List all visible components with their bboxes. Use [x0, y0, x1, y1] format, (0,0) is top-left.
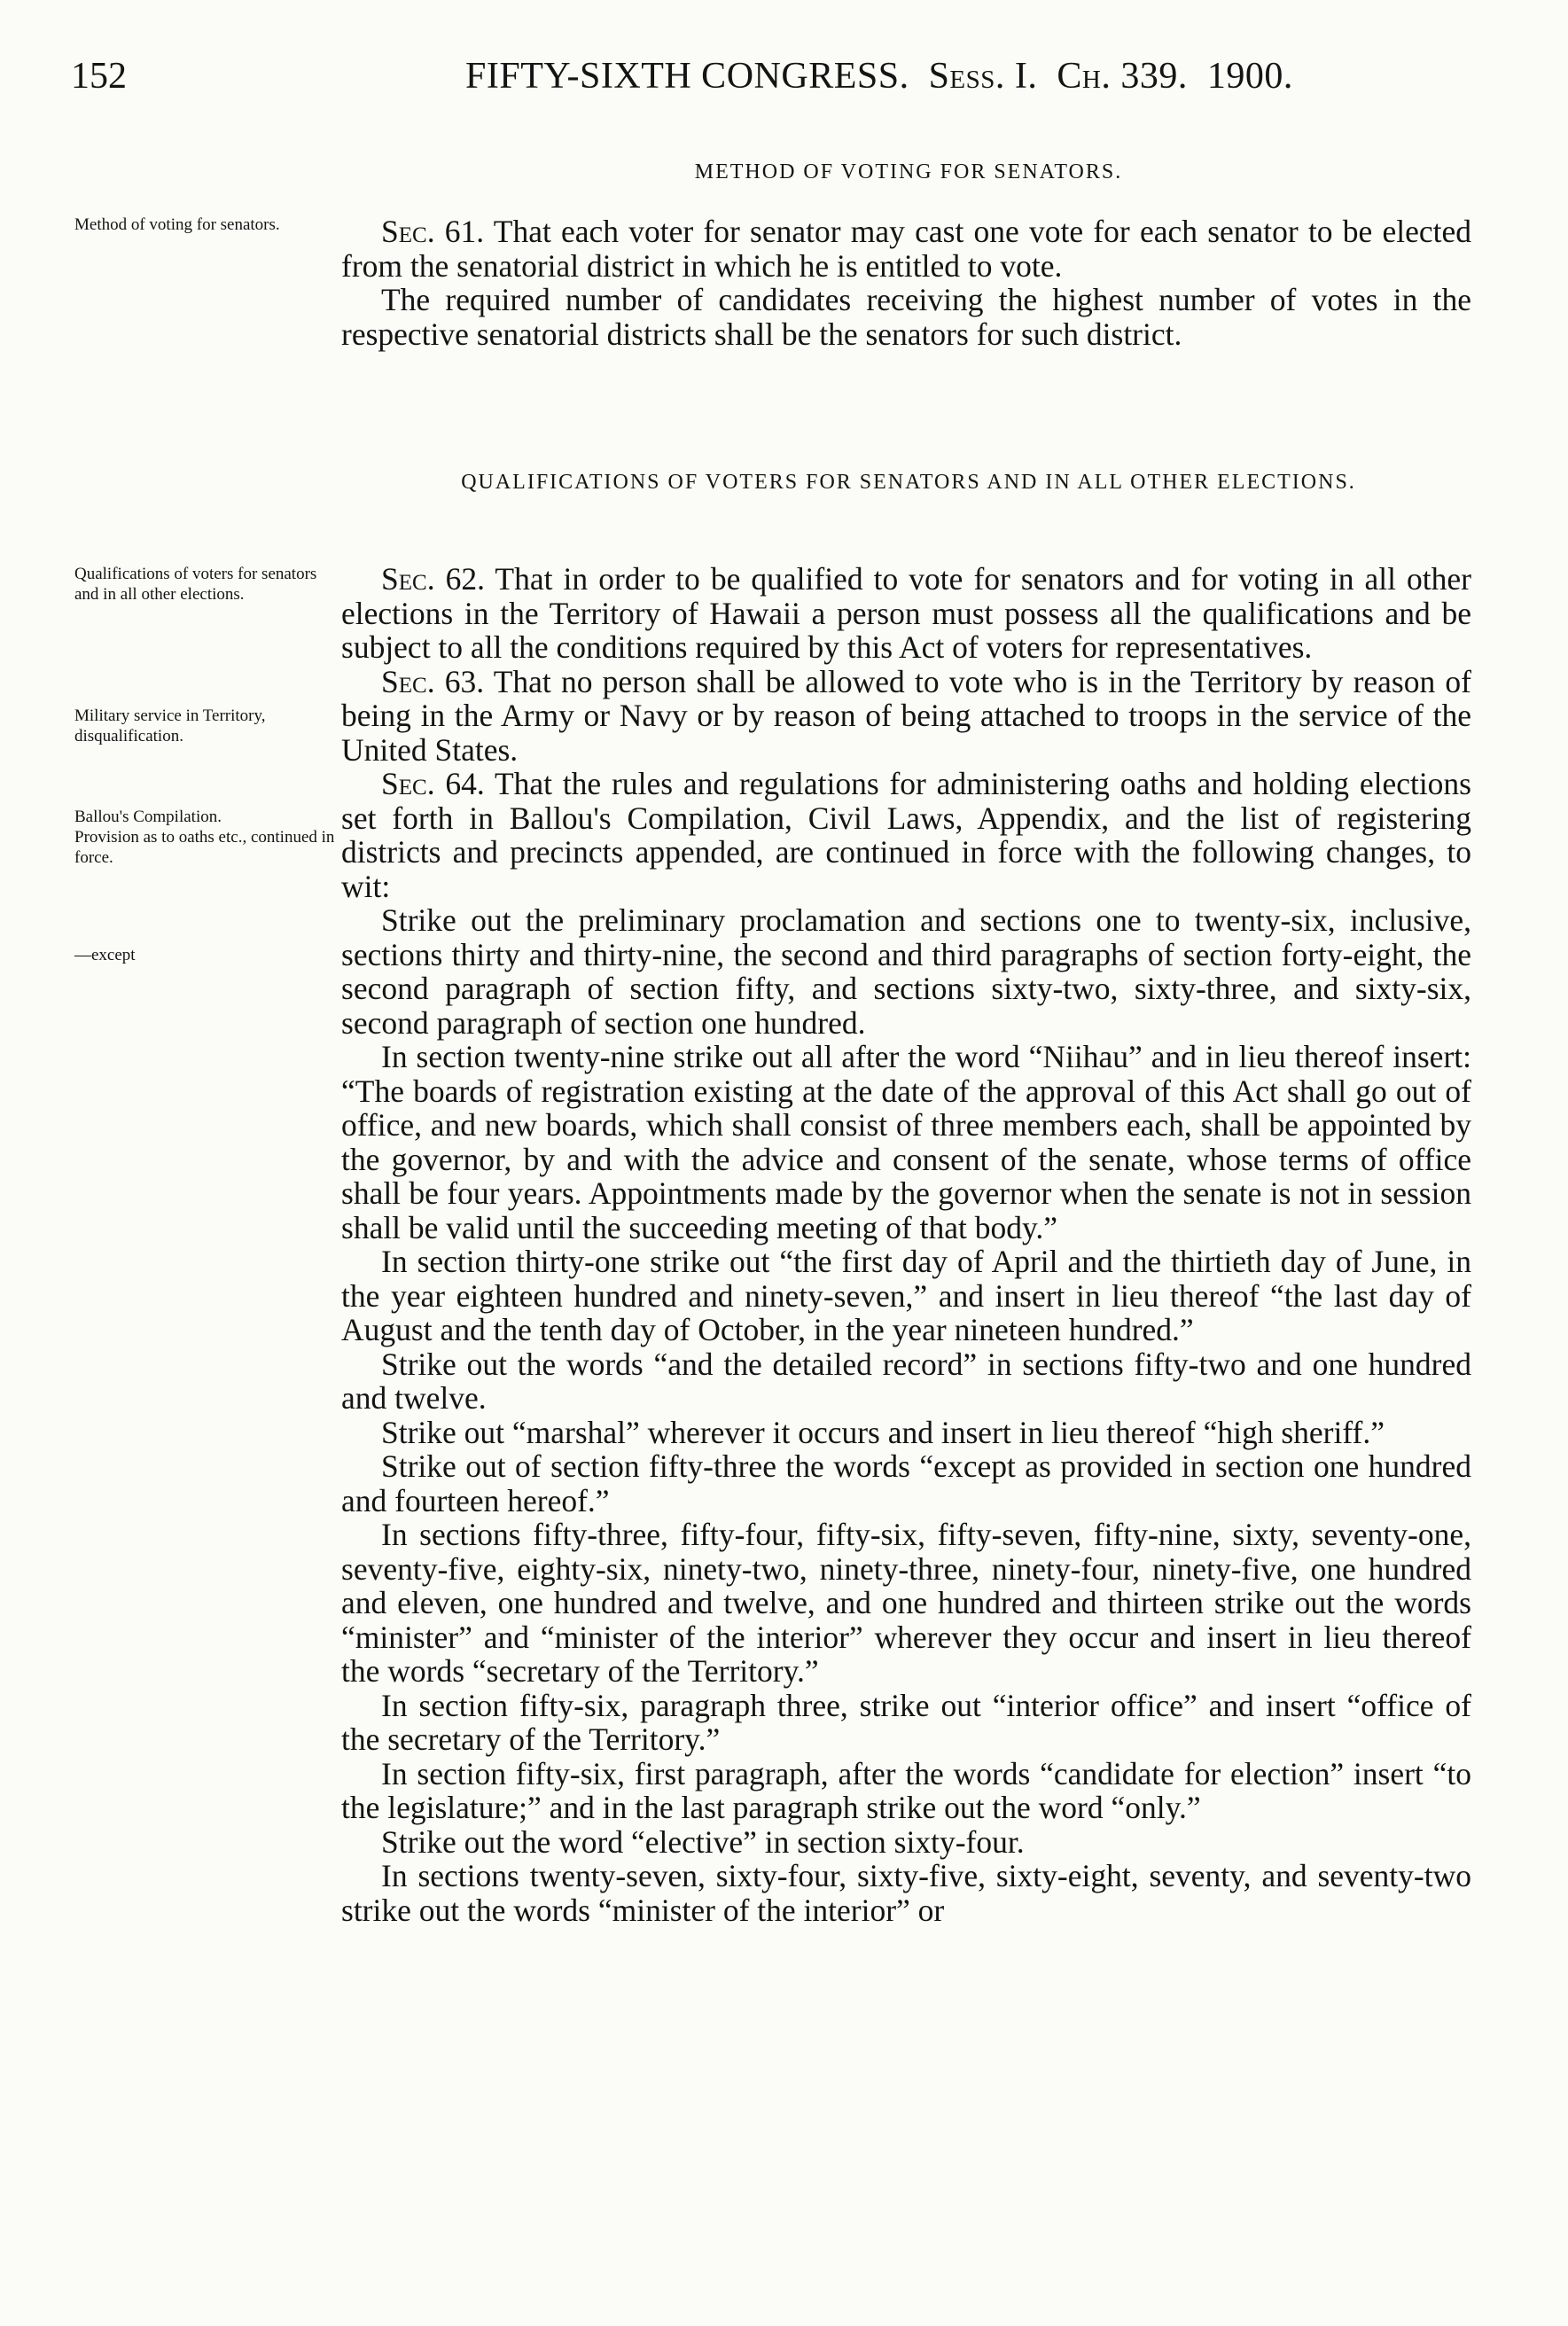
heading-qualifications: QUALIFICATIONS OF VOTERS FOR SENATORS AND IN ALL OTHER ELECTIONS. [461, 471, 1356, 494]
section-text: That in order to be qualified to vote for senators and for voting in all other elections in the Territory of Hawaii a person must possess all the qualifications and be subject to all the conditions required by this Act of voters for representatives. [341, 561, 1471, 665]
section-text: That no person shall be allowed to vote who is in the Territory by reason of being in the Army or Navy or by reason of being attached to troops in the service of the United States. [341, 663, 1471, 768]
section-text: That the rules and regulations for administering oaths and holding elections set forth in Ballou's Compilation, Civil Laws, Appendix, and the list of registering districts and precincts appended, are continued in force with the following changes, to wit: [341, 766, 1471, 904]
paragraph-sec-62 [341, 562, 1471, 665]
paragraph-section-53: Strike out of section fifty-three the words “except as provided in section one hundred and fourteen hereof.” [341, 1448, 1471, 1518]
paragraph-section-56-paragraph-three: In section fifty-six, paragraph three, strike out “interior office” and insert “office of the secretary of the Territory.” [341, 1687, 1471, 1757]
margin-note-ballou-title: Ballou's Compilation. [74, 808, 222, 826]
section-label: Sec. 64. [381, 766, 485, 801]
margin-note-military: Military service in Territory, disqualification. [74, 706, 266, 745]
heading-method-of-voting: METHOD OF VOTING FOR SENATORS. [694, 160, 1123, 183]
paragraph-sec-61 [341, 215, 1471, 283]
paragraph-section-56-first-paragraph: In section fifty-six, first paragraph, after the words “candidate for election” insert “to the legislature;” and in the last paragraph strike out the word “only.” [341, 1755, 1471, 1825]
section-label: Sec. 63. [381, 663, 485, 699]
chapter-label: Ch. 339. [1057, 56, 1188, 97]
paragraph-detailed-record: Strike out the words “and the detailed record” in sections fifty-two and one hundred and twelve. [341, 1346, 1471, 1416]
paragraph-required-number: The required number of candidates receiving the highest number of votes in the respective senatorial districts shall be the senators for such district. [341, 282, 1471, 352]
page-header [71, 55, 1471, 108]
year-label: 1900. [1206, 56, 1293, 97]
running-head [465, 55, 1293, 98]
paragraph-minister: In sections fifty-three, fifty-four, fifty-six, fifty-seven, fifty-nine, sixty, seventy-one, seventy-five, eighty-six, ninety-two, ninety-three, ninety-four, ninety-five, one hundred and eleven, one hundred and twelve, and one hundred and thirteen strike out the words “minister” and “minister of the interior” wherever they occur and insert in lieu thereof the words “secretary of the Territory.” [341, 1517, 1471, 1689]
paragraph-section-29: In section twenty-nine strike out all after the word “Niihau” and in lieu thereof insert: “The boards of registration existing at the date of the approval of this Act shall go out of office, and new boards, which shall consist of three members each, shall be appointed by the governor, by and with the advice and consent of the senate, whose terms of office shall be four years. Appointments made by the governor when the senate is not in session shall be valid until the succeeding meeting of that body.” [341, 1039, 1471, 1245]
body-block-voting [341, 215, 1471, 351]
page-number: 152 [71, 56, 127, 97]
paragraph-sec-63 [341, 665, 1471, 768]
section-label: Sec. 61. [381, 214, 485, 249]
session-label: Sess. I. [928, 56, 1038, 97]
margin-note-qualifications: Qualifications of voters for senators and in all other elections. [74, 565, 317, 604]
paragraph-elective: Strike out the word “elective” in section sixty-four. [381, 1823, 1025, 1860]
paragraph-section-27: In sections twenty-seven, sixty-four, sixty-five, sixty-eight, seventy, and seventy-two strike out the words “minister of the interior” or [341, 1858, 1471, 1928]
paragraph-sec-64 [341, 767, 1471, 903]
paragraph-strike-preliminary: Strike out the preliminary proclamation and sections one to twenty-six, inclusive, sections thirty and thirty-nine, the second and third paragraphs of section forty-eight, the second paragraph of section fifty, and sections sixty-two, sixty-three, and sixty-six, second paragraph of section one hundred. [341, 902, 1471, 1041]
congress-title: FIFTY-SIXTH CONGRESS. [465, 56, 909, 97]
margin-note-provision: Provision as to oaths etc., continued in force. [74, 828, 335, 867]
margin-note-ballou [74, 807, 335, 868]
margin-note-except: —except [74, 946, 136, 964]
body-block-qualifications [341, 562, 1471, 1927]
margin-note-method: Method of voting for senators. [74, 215, 280, 234]
paragraph-marshal: Strike out “marshal” wherever it occurs and insert in lieu thereof “high sheriff.” [381, 1414, 1385, 1450]
paragraph-section-31: In section thirty-one strike out “the first day of April and the thirtieth day of June, in the year eighteen hundred and ninety-seven,” and insert in lieu thereof “the last day of August and the tenth day of October, in the year nineteen hundred.” [341, 1244, 1471, 1347]
section-text: That each voter for senator may cast one vote for each senator to be elected from the senatorial district in which he is entitled to vote. [341, 214, 1471, 284]
section-label: Sec. 62. [381, 561, 485, 597]
